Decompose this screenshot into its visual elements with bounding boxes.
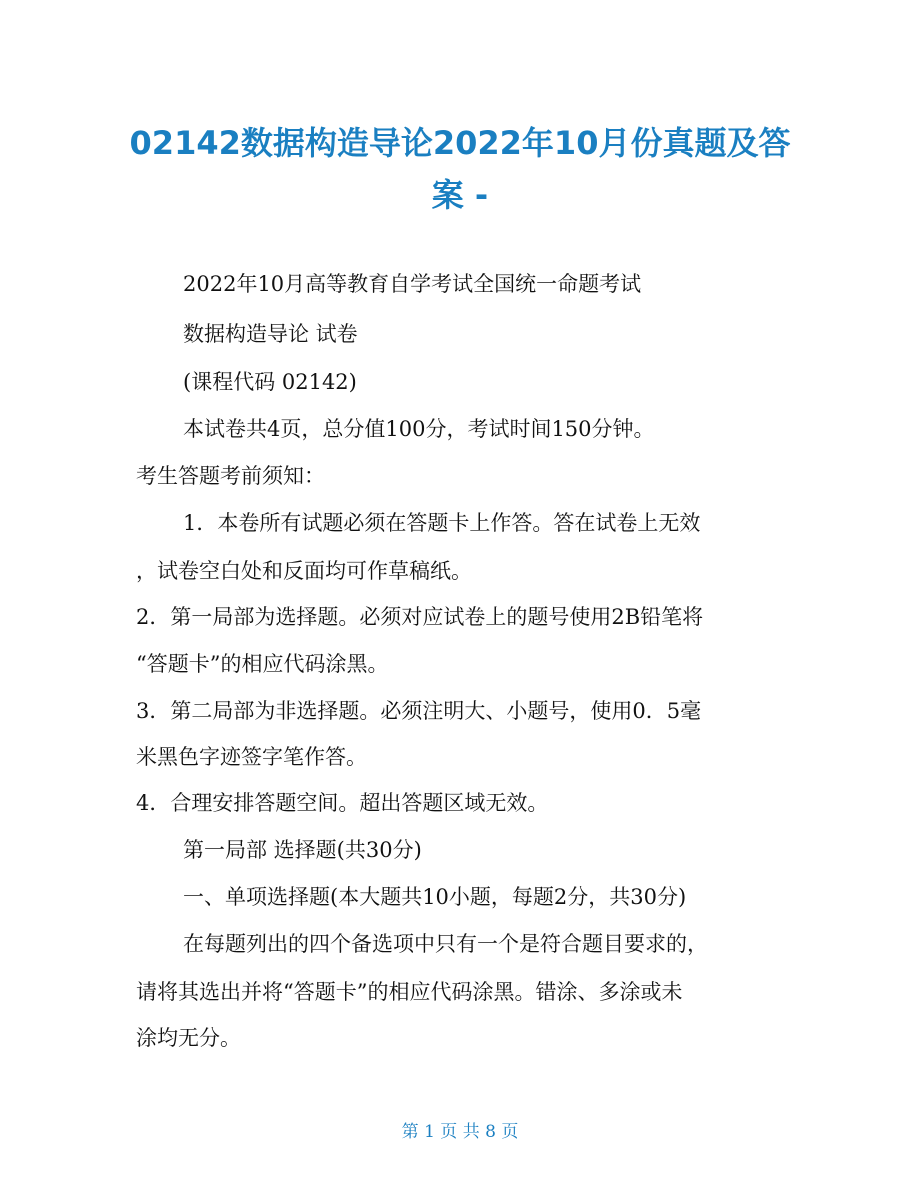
instruction-1-line-2: ，试卷空白处和反面均可作草稿纸。 (136, 559, 472, 583)
paper-summary: 本试卷共4页，总分值100分，考试时间150分钟。 (183, 417, 655, 441)
exam-heading: 2022年10月高等教育自学考试全国统一命题考试 (183, 272, 642, 296)
part-one-heading: 第一局部 选择题(共30分) (183, 838, 422, 862)
instruction-2-line-2: “答题卡”的相应代码涂黑。 (136, 652, 389, 676)
document-title-line-2: 案 - (431, 176, 489, 214)
document-title-line-1: 02142数据构造导论2022年10月份真题及答 (129, 124, 791, 162)
course-code: (课程代码 02142) (183, 370, 357, 394)
instruction-1-line-1: 1．本卷所有试题必须在答题卡上作答。答在试卷上无效 (183, 511, 701, 535)
section-instruction-line-2: 请将其选出并将“答题卡”的相应代码涂黑。错涂、多涂或未 (136, 980, 683, 1004)
section-one-heading: 一、单项选择题(本大题共10小题，每题2分，共30分) (183, 885, 687, 909)
instruction-4: 4．合理安排答题空间。超出答题区域无效。 (136, 791, 549, 815)
instruction-3-line-1: 3．第二局部为非选择题。必须注明大、小题号，使用0．5毫 (136, 699, 702, 723)
section-instruction-line-1: 在每题列出的四个备选项中只有一个是符合题目要求的， (183, 932, 708, 956)
paper-name: 数据构造导论 试卷 (183, 322, 358, 346)
instructions-heading: 考生答题考前须知： (136, 464, 325, 488)
section-instruction-line-3: 涂均无分。 (136, 1026, 241, 1050)
page-footer: 第 1 页 共 8 页 (401, 1122, 519, 1142)
instruction-3-line-2: 米黑色字迹签字笔作答。 (136, 745, 367, 769)
instruction-2-line-1: 2．第一局部为选择题。必须对应试卷上的题号使用2B铅笔将 (136, 605, 704, 629)
